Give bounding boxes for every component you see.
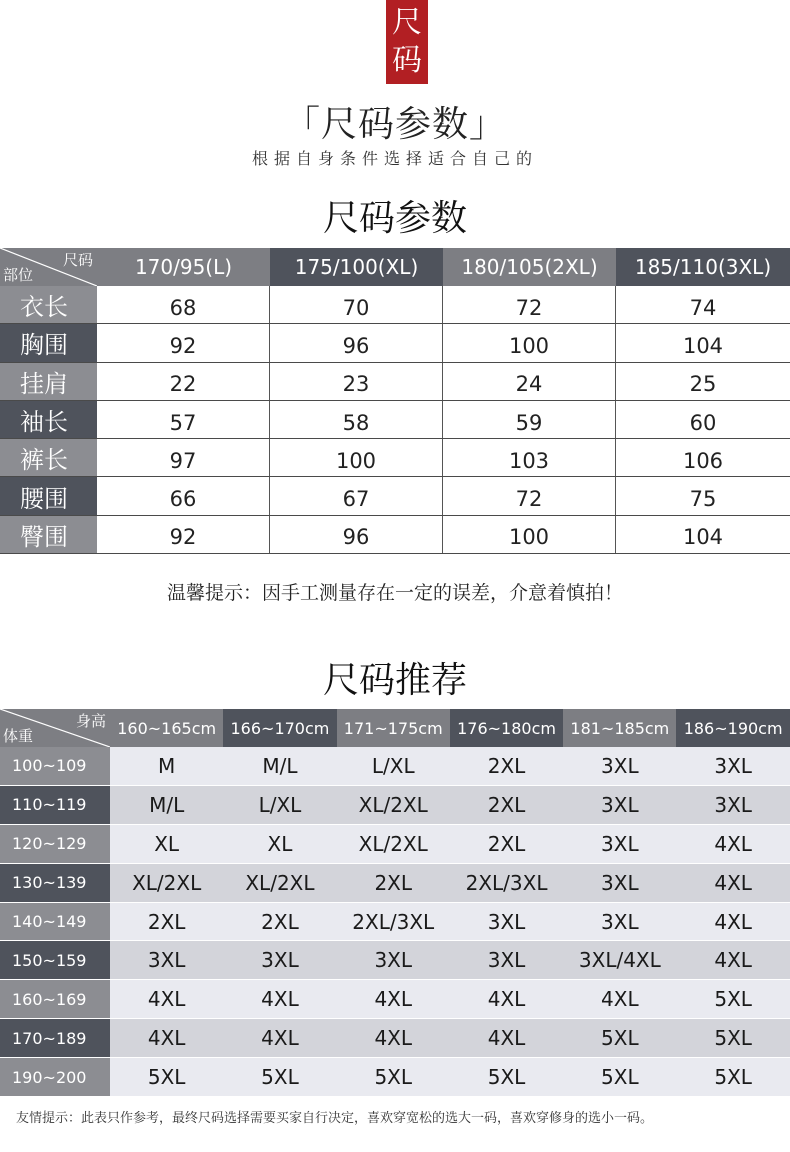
corner-label-size: 尺码 <box>62 251 93 269</box>
table-cell: 5XL <box>223 1058 336 1096</box>
rec-table-row <box>0 864 790 903</box>
table-cell: 4XL <box>676 825 789 863</box>
table-cell: 2XL <box>110 903 223 941</box>
table-cell: 4XL <box>223 1019 336 1057</box>
size-table-row <box>0 324 790 362</box>
row-label: 160~169 <box>0 980 110 1018</box>
table-cell: 74 <box>689 295 717 320</box>
table-cell: 5XL <box>676 1058 789 1096</box>
table-cell: 75 <box>689 487 717 512</box>
table-cell: 67 <box>270 477 443 514</box>
table-cell: 92 <box>97 324 270 361</box>
rec-table-row <box>0 825 790 864</box>
table-cell: M/L <box>223 747 336 785</box>
table-cell: L/XL <box>337 747 450 785</box>
row-label: 腰围 <box>0 477 97 514</box>
table-cell: 70 <box>270 286 443 323</box>
row-label: 130~139 <box>0 864 110 902</box>
table-cell: 3XL <box>450 903 563 941</box>
page-title: 「尺码参数」 <box>283 104 506 145</box>
table-cell: XL/2XL <box>110 864 223 902</box>
table-cell: XL <box>223 825 336 863</box>
table-cell: 3XL <box>337 941 450 979</box>
table-cell: 2XL/3XL <box>450 864 563 902</box>
table-cell: 3XL <box>676 786 789 824</box>
row-label: 袖长 <box>0 401 97 438</box>
row-label: 衣长 <box>0 286 97 323</box>
row-label: 120~129 <box>0 825 110 863</box>
table-cell: 57 <box>97 401 270 438</box>
height-col-header: 186~190cm <box>676 709 789 747</box>
recommendation-note: 友情提示：此表只作参考，最终尺码选择需要买家自行决定，喜欢穿宽松的选大一码，喜欢穿修身的选小一码。 <box>16 1111 654 1126</box>
table-cell: 3XL <box>110 941 223 979</box>
table-cell: 60 <box>689 410 717 435</box>
size-table <box>0 248 790 554</box>
size-table-row <box>0 286 790 324</box>
table-cell: 4XL <box>110 1019 223 1057</box>
size-badge <box>386 0 428 84</box>
rec-section-title: 尺码推荐 <box>322 660 467 701</box>
table-cell: 3XL <box>450 941 563 979</box>
size-col-header: 180/105(2XL) <box>443 248 616 286</box>
row-label: 胸围 <box>0 324 97 361</box>
table-cell: 3XL <box>563 825 676 863</box>
badge-char-1: 尺 <box>392 5 422 40</box>
table-cell: 59 <box>443 401 616 438</box>
rec-table-row <box>0 747 790 786</box>
rec-table-row <box>0 1058 790 1097</box>
table-cell: 97 <box>97 439 270 476</box>
table-cell: 2XL/3XL <box>337 903 450 941</box>
table-cell: 104 <box>682 333 724 358</box>
row-label: 150~159 <box>0 941 110 979</box>
table-cell: 4XL <box>450 980 563 1018</box>
size-col-header: 175/100(XL) <box>270 248 443 286</box>
table-cell: 2XL <box>450 825 563 863</box>
table-cell: 4XL <box>563 980 676 1018</box>
table-cell: 4XL <box>337 1019 450 1057</box>
rec-table-header <box>0 709 790 747</box>
size-section-title: 尺码参数 <box>322 198 467 239</box>
table-cell: 5XL <box>110 1058 223 1096</box>
height-col-header: 160~165cm <box>110 709 223 747</box>
table-cell: 100 <box>270 439 443 476</box>
table-cell: 72 <box>443 286 616 323</box>
table-cell: 4XL <box>337 980 450 1018</box>
table-cell: 5XL <box>563 1058 676 1096</box>
row-label: 170~189 <box>0 1019 110 1057</box>
size-table-row <box>0 477 790 515</box>
row-label: 臀围 <box>0 516 97 553</box>
corner-label-weight: 体重 <box>3 727 34 745</box>
table-cell: 4XL <box>110 980 223 1018</box>
row-label: 裤长 <box>0 439 97 476</box>
table-cell: 2XL <box>450 786 563 824</box>
size-table-header <box>0 248 790 286</box>
table-cell: M/L <box>110 786 223 824</box>
table-cell: 22 <box>97 363 270 400</box>
rec-table-corner <box>0 709 110 747</box>
table-cell: 4XL <box>676 864 789 902</box>
rec-table-row <box>0 941 790 980</box>
rec-table-row <box>0 1019 790 1058</box>
table-cell: 3XL <box>563 864 676 902</box>
table-cell: 5XL <box>337 1058 450 1096</box>
corner-label-height: 身高 <box>75 712 106 730</box>
table-cell: 3XL <box>563 747 676 785</box>
table-cell: L/XL <box>223 786 336 824</box>
table-cell: 3XL <box>676 747 789 785</box>
table-cell: 23 <box>270 363 443 400</box>
table-cell: 2XL <box>450 747 563 785</box>
table-cell: 5XL <box>676 1019 789 1057</box>
table-cell: 96 <box>270 324 443 361</box>
table-cell: M <box>110 747 223 785</box>
table-cell: 72 <box>443 477 616 514</box>
height-col-header: 181~185cm <box>563 709 676 747</box>
rec-table-row <box>0 980 790 1019</box>
table-cell: 92 <box>97 516 270 553</box>
table-cell: 4XL <box>676 903 789 941</box>
table-cell: XL/2XL <box>337 825 450 863</box>
size-col-header: 170/95(L) <box>97 248 270 286</box>
table-cell: 2XL <box>223 903 336 941</box>
height-col-header: 166~170cm <box>223 709 336 747</box>
table-cell: XL/2XL <box>337 786 450 824</box>
table-cell: 3XL <box>223 941 336 979</box>
table-cell: 100 <box>443 324 616 361</box>
table-cell: 3XL <box>563 903 676 941</box>
rec-table-row <box>0 903 790 942</box>
table-cell: 96 <box>270 516 443 553</box>
size-table-row <box>0 401 790 439</box>
table-cell: 106 <box>682 448 724 473</box>
page-subtitle: 根据自身条件选择适合自己的 <box>251 149 538 168</box>
row-label: 190~200 <box>0 1058 110 1096</box>
table-cell: 24 <box>443 363 616 400</box>
table-cell: 5XL <box>450 1058 563 1096</box>
size-col-header: 185/110(3XL) <box>616 248 790 286</box>
height-col-header: 176~180cm <box>450 709 563 747</box>
table-cell: 3XL <box>563 786 676 824</box>
recommendation-table <box>0 709 790 1097</box>
row-label: 110~119 <box>0 786 110 824</box>
table-cell: 100 <box>443 516 616 553</box>
size-table-row <box>0 439 790 477</box>
table-cell: 103 <box>443 439 616 476</box>
row-label: 挂肩 <box>0 363 97 400</box>
badge-char-2: 码 <box>392 43 422 78</box>
size-table-row <box>0 363 790 401</box>
table-cell: 5XL <box>563 1019 676 1057</box>
measurement-note: 温馨提示：因手工测量存在一定的误差，介意着慎拍！ <box>166 582 623 604</box>
row-label: 140~149 <box>0 903 110 941</box>
height-col-header: 171~175cm <box>337 709 450 747</box>
corner-label-part: 部位 <box>3 266 34 284</box>
table-cell: 5XL <box>676 980 789 1018</box>
table-cell: XL/2XL <box>223 864 336 902</box>
table-cell: 58 <box>270 401 443 438</box>
table-cell: 66 <box>97 477 270 514</box>
table-cell: 4XL <box>676 941 789 979</box>
rec-table-row <box>0 786 790 825</box>
table-cell: 2XL <box>337 864 450 902</box>
size-table-corner <box>0 248 97 286</box>
table-cell: 68 <box>97 286 270 323</box>
table-cell: 4XL <box>223 980 336 1018</box>
row-label: 100~109 <box>0 747 110 785</box>
size-table-row <box>0 516 790 554</box>
table-cell: XL <box>110 825 223 863</box>
table-cell: 25 <box>689 372 717 397</box>
table-cell: 4XL <box>450 1019 563 1057</box>
table-cell: 3XL/4XL <box>563 941 676 979</box>
table-cell: 104 <box>682 525 724 550</box>
